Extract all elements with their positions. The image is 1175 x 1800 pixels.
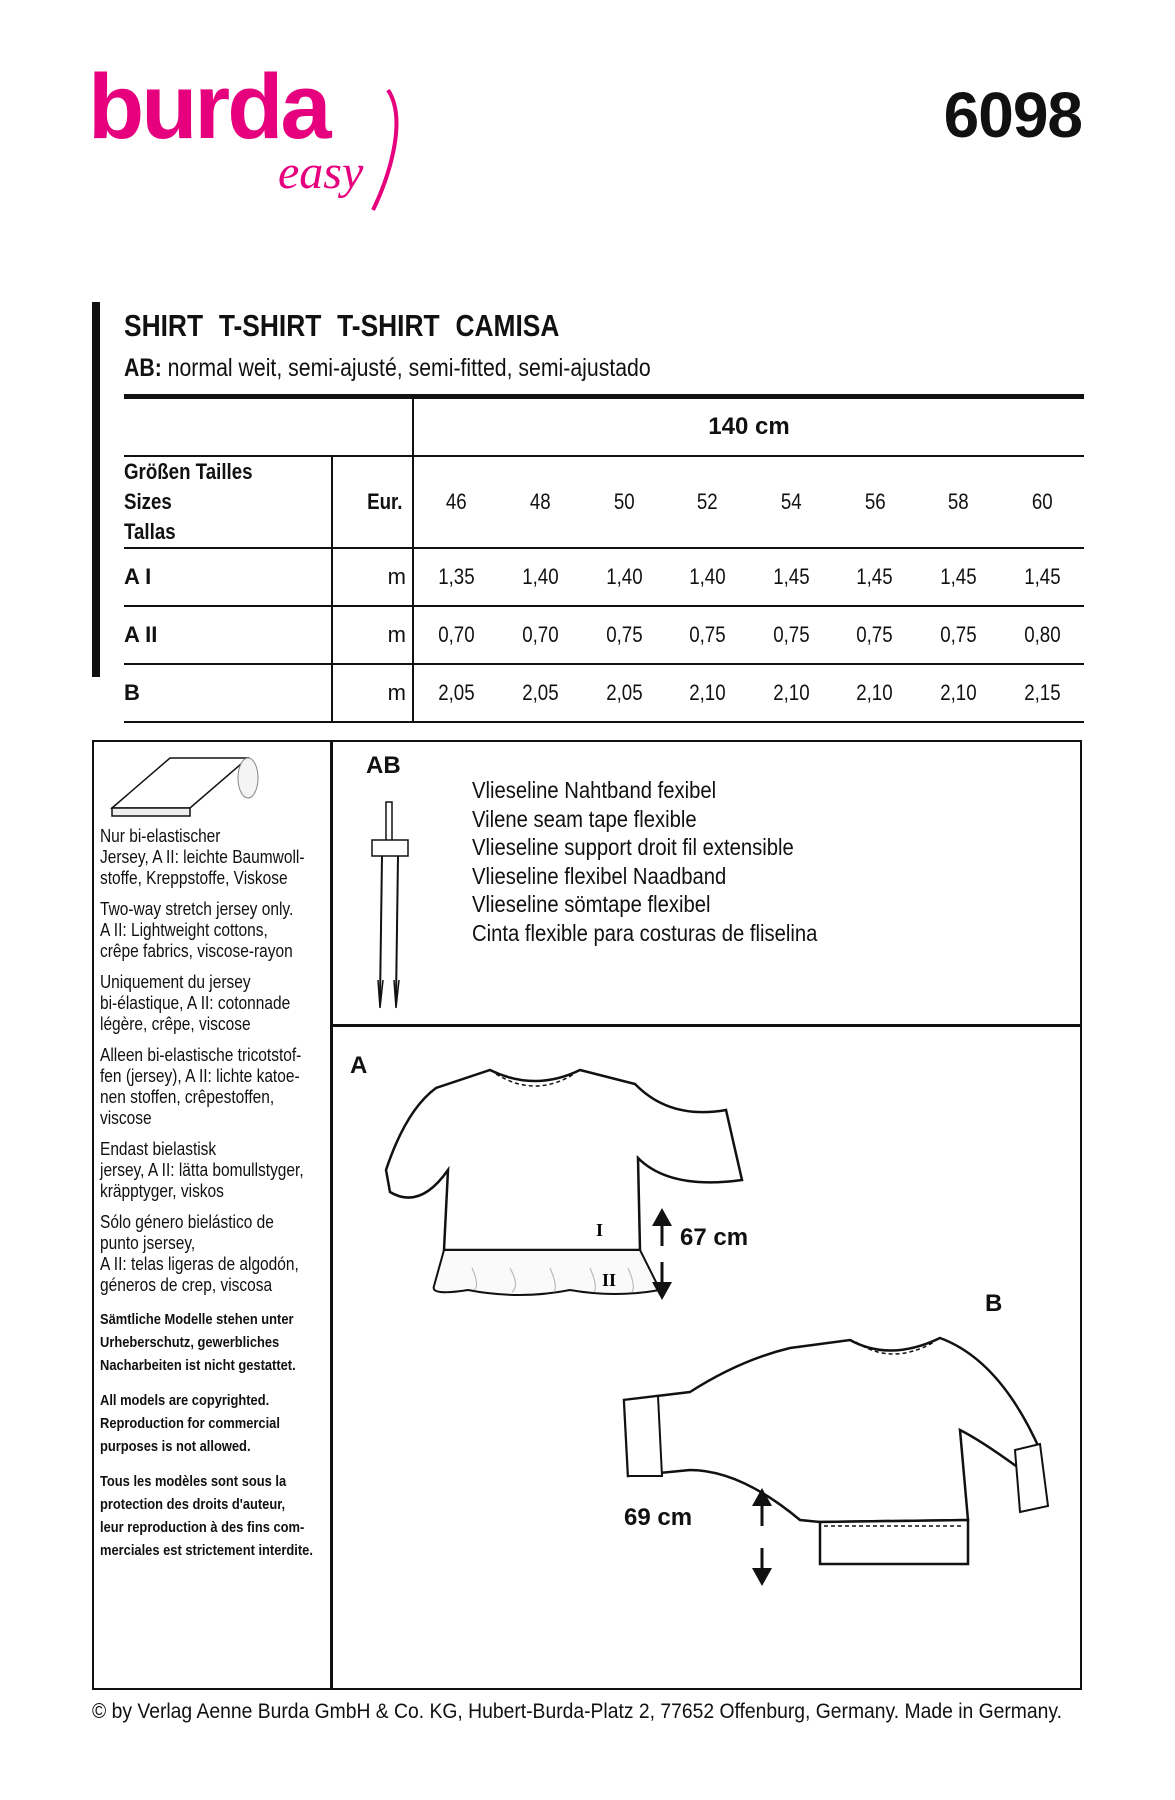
copyright-note-fr: Tous les modèles sont sous la protection des droits d'auteur, leur reproduction à des fins com- merciales est strictement interdite. <box>100 1473 313 1559</box>
unit-label: Eur. <box>367 489 403 514</box>
title-accent-bar <box>92 302 100 677</box>
fabric-note-es: Sólo género bielástico de punto jsersey, A II: telas ligeras de algodón, géneros de crep, viscosa <box>100 1212 299 1295</box>
size-label-2: Tallas <box>124 519 176 544</box>
list-item: Cinta flexible para costuras de fliselina <box>472 919 818 946</box>
logo-needle-thread-icon <box>373 90 396 210</box>
length-arrow-a-icon <box>650 1206 674 1302</box>
notions-list <box>472 776 864 947</box>
table-row: B m 2,05 2,05 2,05 2,10 2,10 2,10 2,10 2,15 <box>124 664 1084 722</box>
length-a: 67 cm <box>680 1224 749 1251</box>
copyright-note-en: All models are copyrighted. Reproduction for commercial purposes is not allowed. <box>100 1392 280 1455</box>
fabric-note-nl: Alleen bi-elastische tricotstof- fen (jersey), A II: lichte katoe- nen stoffen, crêpestoffen, viscose <box>100 1045 302 1128</box>
size-58: 58 <box>948 489 969 514</box>
view-b-illustration <box>620 1320 1060 1590</box>
fabric-note-de: Nur bi-elastischer Jersey, A II: leichte Baumwoll- stoffe, Kreppstoffe, Viskose <box>100 826 305 888</box>
size-48: 48 <box>529 489 551 514</box>
view-b-label: B <box>985 1290 1003 1317</box>
size-46: 46 <box>445 489 467 514</box>
list-item: Vlieseline sömtape flexibel <box>472 891 711 917</box>
size-52: 52 <box>697 489 719 514</box>
table-row: A II m 0,70 0,70 0,75 0,75 0,75 0,75 0,75 0,80 <box>124 606 1084 664</box>
size-label: Größen Tailles Sizes <box>124 459 253 514</box>
length-arrow-b-icon <box>750 1486 774 1588</box>
size-56: 56 <box>864 489 886 514</box>
fabric-suggestions <box>100 826 328 1562</box>
pattern-number: 6098 <box>943 79 1082 151</box>
panel-divider-vertical <box>330 740 333 1690</box>
footer-copyright: © by Verlag Aenne Burda GmbH & Co. KG, Hubert-Burda-Platz 2, 77652 Offenburg, Germany. Made in Germany. <box>92 1700 1062 1723</box>
list-item: Vlieseline flexibel Naadband <box>472 862 727 889</box>
fabric-width-header: 140 cm <box>708 413 790 440</box>
view-a-label: A <box>350 1052 368 1079</box>
burda-easy-logo <box>88 60 418 220</box>
size-60: 60 <box>1031 489 1053 514</box>
notions-label: AB <box>366 752 401 779</box>
fabric-note-en: Two-way stretch jersey only. A II: Lightweight cottons, crêpe fabrics, viscose-rayon <box>100 899 294 961</box>
fabric-note-sv: Endast bielastisk jersey, A II: lätta bomullstyger, kräpptyger, viskos <box>100 1139 304 1201</box>
logo-sub: easy <box>278 146 364 199</box>
fabric-note-fr: Uniquement du jersey bi-élastique, A II: cotonnade légère, crêpe, viscose <box>100 972 291 1034</box>
list-item: Vlieseline support droit fil extensible <box>472 834 794 860</box>
fit-description: AB: normal weit, semi-ajusté, semi-fitted, semi-ajustado <box>124 354 651 382</box>
panel-divider-horizontal <box>330 1024 1082 1027</box>
list-item: Vilene seam tape flexible <box>472 805 697 832</box>
size-50: 50 <box>613 489 635 514</box>
tier-ii-label: II <box>602 1270 617 1290</box>
table-row: A I m 1,35 1,40 1,40 1,40 1,45 1,45 1,45 1,45 <box>124 548 1084 606</box>
tier-i-label: I <box>596 1220 604 1240</box>
page-title: SHIRT T-SHIRT T-SHIRT CAMISA <box>124 308 560 343</box>
logo-wordmark: burda <box>88 60 329 158</box>
view-a-illustration <box>370 1050 760 1310</box>
fabric-roll-icon <box>110 748 260 820</box>
fabric-requirements-table <box>124 394 1084 723</box>
size-54: 54 <box>780 489 802 514</box>
copyright-note-de: Sämtliche Modelle stehen unter Urheberschutz, gewerbliches Nacharbeiten ist nicht gestattet. <box>100 1311 296 1374</box>
length-b: 69 cm <box>624 1504 693 1531</box>
twin-needle-icon <box>368 800 412 1012</box>
list-item: Vlieseline Nahtband fexibel <box>472 777 717 803</box>
